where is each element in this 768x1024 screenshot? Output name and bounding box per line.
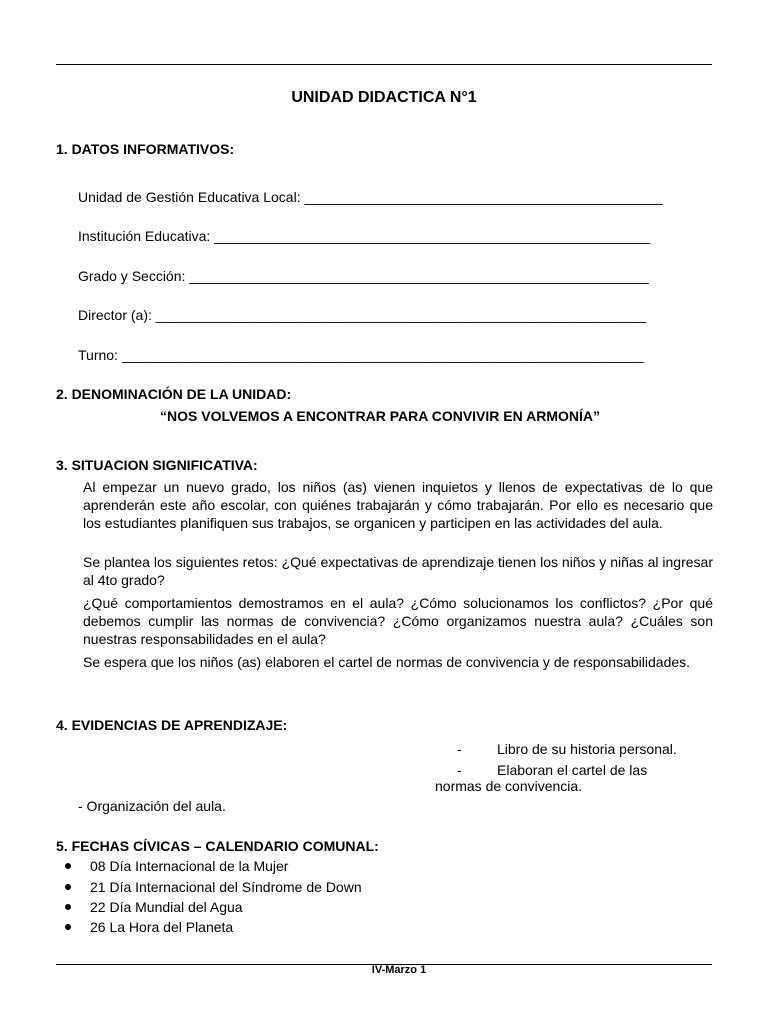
section-3-heading: 3. SITUACION SIGNIFICATIVA: <box>56 457 258 473</box>
section-4-heading: 4. EVIDENCIAS DE APRENDIZAJE: <box>56 717 288 733</box>
evidence-item-2-continued: normas de convivencia. <box>435 778 583 794</box>
evidence-dash-2: - <box>457 762 462 778</box>
page-footer: IV-Marzo 1 <box>371 964 427 976</box>
situacion-paragraph-3: ¿Qué comportamientos demostramos en el aula? ¿Cómo solucionamos los conflictos? ¿Por qué debemos cumplir las normas de convivencia? ¿Cómo organizamos nuestra aula? ¿Cuáles son nuestras responsabilidades en el aula? <box>83 595 713 647</box>
list-item <box>65 899 243 915</box>
civic-date-label: 21 Día Internacional del Síndrome de Down <box>90 879 362 895</box>
evidence-item-1: Libro de su historia personal. <box>497 741 677 757</box>
field-grado: Grado y Sección: ___________________________________________________________ <box>78 268 649 284</box>
unit-name: “NOS VOLVEMOS A ENCONTRAR PARA CONVIVIR EN ARMONÍA” <box>160 408 600 424</box>
bullet-icon <box>65 863 71 869</box>
section-2-heading: 2. DENOMINACIÓN DE LA UNIDAD: <box>56 386 292 402</box>
evidence-dash-1: - <box>457 741 462 757</box>
section-5-heading: 5. FECHAS CÍVICAS – CALENDARIO COMUNAL: <box>56 838 379 854</box>
header-rule <box>56 64 712 65</box>
bullet-icon <box>65 904 71 910</box>
list-item <box>65 879 362 895</box>
field-director: Director (a): _______________________________________________________________ <box>78 307 647 323</box>
evidence-item-2: Elaboran el cartel de las <box>497 762 648 778</box>
civic-date-label: 26 La Hora del Planeta <box>90 919 234 935</box>
situacion-paragraph-1: Al empezar un nuevo grado, los niños (as) vienen inquietos y llenos de expectativas de lo que aprenderán este año escolar, con quiénes trabajarán y cómo trabajarán. Por ello es necesario que los estudiantes planifiquen sus trabajos, se organicen y participen en las actividades del aula. <box>83 479 713 531</box>
list-item <box>65 919 233 935</box>
field-turno: Turno: ___________________________________________________________________ <box>78 347 644 363</box>
list-item <box>65 858 288 874</box>
bullet-icon <box>65 924 71 930</box>
civic-date-label: 08 Día Internacional de la Mujer <box>90 858 289 874</box>
document-title: UNIDAD DIDACTICA N°1 <box>291 89 477 106</box>
field-ugel: Unidad de Gestión Educativa Local: ______________________________________________ <box>78 189 663 205</box>
bullet-icon <box>65 884 71 890</box>
situacion-paragraph-4: Se espera que los niños (as) elaboren el cartel de normas de convivencia y de responsabilidades. <box>83 654 691 670</box>
field-institucion: Institución Educativa: ________________________________________________________ <box>78 228 651 244</box>
civic-date-label: 22 Día Mundial del Agua <box>90 899 243 915</box>
situacion-paragraph-2: Se plantea los siguientes retos: ¿Qué expectativas de aprendizaje tienen los niños y niñas al ingresar al 4to grado? <box>83 554 713 588</box>
evidence-item-3: - Organización del aula. <box>78 798 226 814</box>
section-1-heading: 1. DATOS INFORMATIVOS: <box>56 141 235 157</box>
